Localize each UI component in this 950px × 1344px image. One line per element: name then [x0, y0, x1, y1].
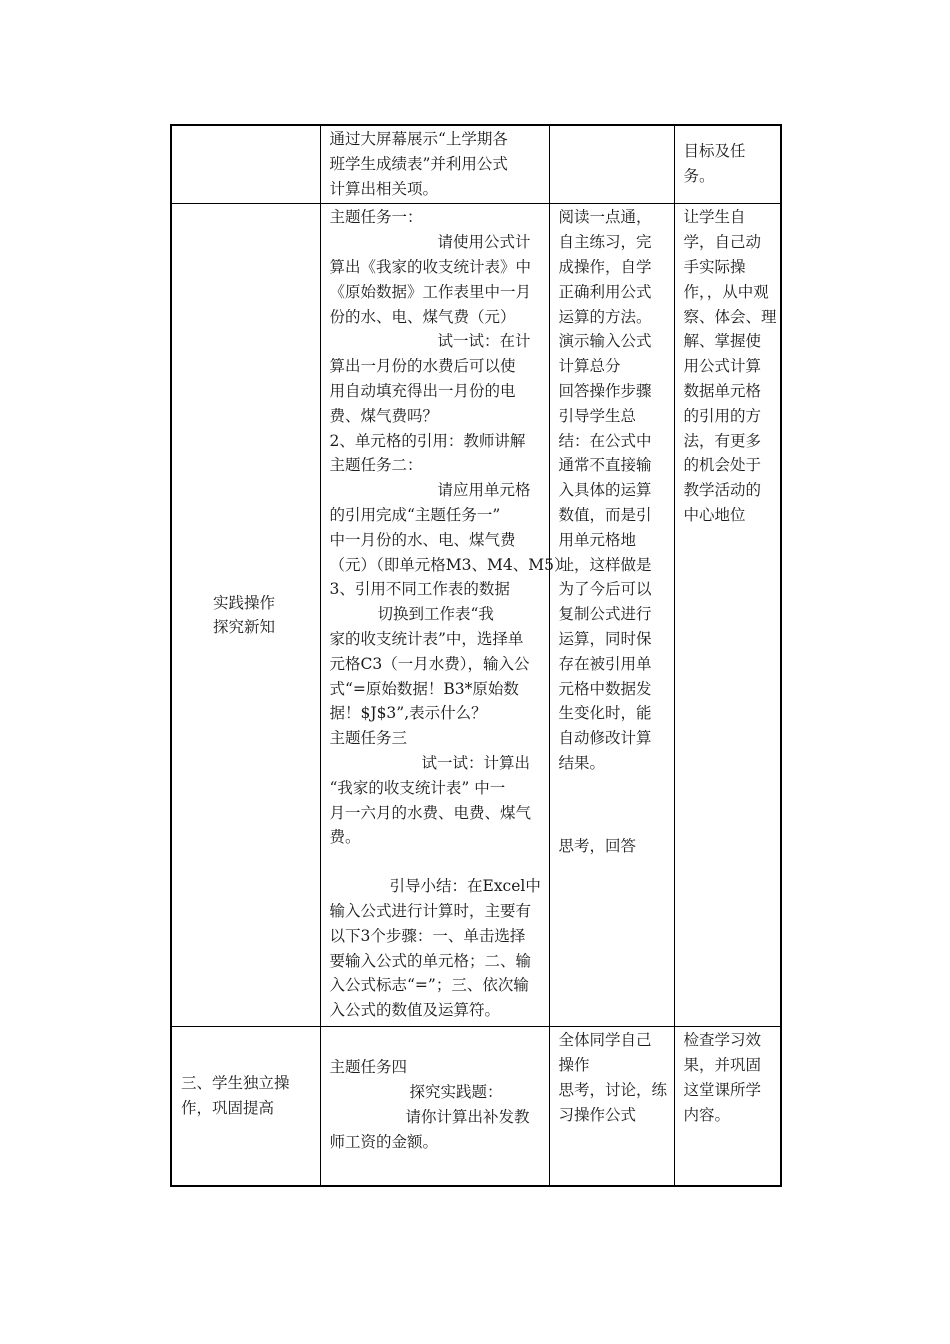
student-line: 成操作，自学	[558, 257, 652, 276]
student-line: 入具体的运算	[558, 481, 652, 500]
student-line: 用单元格地	[558, 530, 637, 549]
intent-line: 作，，从中观	[683, 282, 769, 301]
content-line: 请应用单元格	[437, 481, 531, 500]
intent-line: 的机会处于	[683, 456, 762, 475]
intent-line: 数据单元格	[683, 381, 762, 400]
content-line: 请使用公式计	[437, 233, 531, 252]
student-cell-empty	[549, 125, 674, 204]
intent-line: 的引用的方	[683, 406, 762, 425]
student-line: 全体同学自己	[558, 1031, 652, 1050]
content-line: 算出《我家的收支统计表》中	[329, 257, 532, 276]
student-line: 运算的方法。	[558, 307, 652, 326]
student-line: 思考，回答	[558, 836, 637, 855]
content-line: 的引用完成“主题任务一”	[329, 505, 501, 524]
content-line: 用自动填充得出一月份的电	[329, 381, 516, 400]
student-line: 引导学生总	[558, 406, 637, 425]
content-line: 通过大屏幕展示“上学期各	[329, 130, 508, 148]
student-line: 结果。	[558, 753, 606, 772]
student-line: 正确利用公式	[558, 282, 652, 301]
content-line: 据！$J$3”,表示什么？	[329, 704, 487, 723]
stage-line: 实践操作	[213, 593, 276, 612]
student-line: 习操作公式	[558, 1105, 637, 1124]
content-line: 元格C3（一月水费），输入公	[329, 654, 530, 673]
table-row-consolidate	[171, 1027, 781, 1186]
content-line: 3、引用不同工作表的数据	[329, 580, 510, 599]
student-line: 演示输入公式	[558, 332, 652, 351]
content-line: 入公式的数值及运算符。	[329, 1001, 501, 1020]
student-line: 阅读一点通，	[558, 208, 652, 227]
stage-line: 探究新知	[213, 618, 276, 637]
content-line: 输入公式进行计算时，主要有	[329, 901, 532, 920]
content-line: “我家的收支统计表” 中一	[329, 778, 506, 797]
content-cell	[320, 1027, 549, 1186]
student-line: 复制公式进行	[558, 605, 652, 624]
content-line: 试一试：在计	[437, 332, 531, 351]
content-line: 家的收支统计表”中，选择单	[329, 629, 524, 648]
stage-cell	[171, 204, 320, 1027]
content-line: 切换到工作表“我	[377, 605, 494, 624]
content-line: 探究实践题：	[409, 1083, 503, 1102]
student-line: 结：在公式中	[558, 431, 652, 450]
intent-line: 这堂课所学	[683, 1080, 762, 1099]
stage-cell-empty	[171, 125, 320, 204]
content-line: 引导小结：在Excel中	[389, 877, 541, 896]
content-line: 月一六月的水费、电费、煤气	[329, 803, 532, 822]
intent-line: 手实际操	[683, 257, 746, 276]
content-line: 主题任务二：	[329, 456, 423, 475]
intent-line: 内容。	[683, 1105, 731, 1124]
content-line: 试一试：计算出	[421, 753, 531, 772]
student-line: 为了今后可以	[558, 580, 652, 599]
content-line: 主题任务一：	[329, 208, 423, 227]
content-line: （元）（即单元格M3、M4、M5）	[329, 555, 570, 574]
intent-line: 用公式计算	[683, 357, 762, 376]
intent-line: 解、掌握使	[683, 332, 762, 351]
stage-line: 作，巩固提高	[181, 1099, 275, 1118]
table-row-intro	[171, 125, 781, 204]
content-line: 中一月份的水、电、煤气费	[329, 530, 516, 549]
content-line: 入公式标志“=”；三、依次输	[329, 976, 529, 995]
content-line: 份的水、电、煤气费（元）	[329, 307, 516, 326]
student-line: 存在被引用单	[558, 654, 652, 673]
content-line: 《原始数据》工作表里中一月	[329, 282, 532, 301]
student-line: 址，这样做是	[558, 555, 652, 574]
intent-cell	[674, 204, 781, 1027]
student-line: 通常不直接输	[558, 456, 652, 475]
student-line: 操作	[558, 1056, 590, 1075]
content-cell	[320, 204, 570, 1027]
content-line: 主题任务四	[329, 1058, 408, 1077]
intent-line: 让学生自	[683, 208, 746, 227]
content-line: 计算出相关项。	[329, 179, 439, 198]
intent-line: 目标及任	[683, 142, 746, 161]
intent-cell	[674, 125, 781, 204]
student-line: 回答操作步骤	[558, 381, 652, 400]
content-line: 2、单元格的引用：教师讲解	[329, 431, 526, 450]
content-line: 班学生成绩表”并利用公式	[329, 154, 508, 173]
student-line: 计算总分	[558, 357, 621, 376]
content-line: 主题任务三	[329, 729, 408, 748]
content-line: 以下3个步骤：一、单击选择	[329, 926, 526, 945]
content-line: 师工资的金额。	[329, 1132, 439, 1151]
lesson-plan-table	[170, 124, 782, 1187]
intent-line: 教学活动的	[683, 481, 762, 500]
content-line: 要输入公式的单元格；二、输	[329, 951, 532, 970]
student-line: 生变化时，能	[558, 704, 652, 723]
content-cell	[320, 125, 549, 204]
student-line: 运算，同时保	[558, 629, 652, 648]
intent-line: 法，有更多	[683, 431, 762, 450]
intent-line: 果，并巩固	[683, 1056, 762, 1075]
intent-line: 中心地位	[683, 505, 746, 524]
student-line: 思考，讨论，练	[558, 1080, 668, 1099]
student-line: 数值，而是引	[558, 505, 652, 524]
student-cell	[549, 1027, 674, 1186]
intent-line: 学，自己动	[683, 233, 762, 252]
stage-cell	[171, 1027, 320, 1186]
student-line: 自动修改计算	[558, 729, 652, 748]
content-line: 式“=原始数据！B3*原始数	[329, 679, 519, 698]
content-line: 费、煤气费吗？	[329, 406, 439, 425]
student-line: 自主练习，完	[558, 233, 652, 252]
content-line: 请你计算出补发教	[405, 1107, 530, 1126]
intent-cell	[674, 1027, 781, 1186]
student-cell	[549, 204, 674, 1027]
intent-line: 务。	[683, 167, 715, 186]
content-line: 算出一月份的水费后可以使	[329, 357, 516, 376]
intent-line: 察、体会、理	[683, 307, 777, 326]
student-line: 元格中数据发	[558, 679, 652, 698]
content-line: 费。	[329, 828, 361, 847]
table-row-practice	[171, 204, 781, 1027]
intent-line: 检查学习效	[683, 1031, 762, 1050]
stage-line: 三、学生独立操	[181, 1074, 290, 1093]
